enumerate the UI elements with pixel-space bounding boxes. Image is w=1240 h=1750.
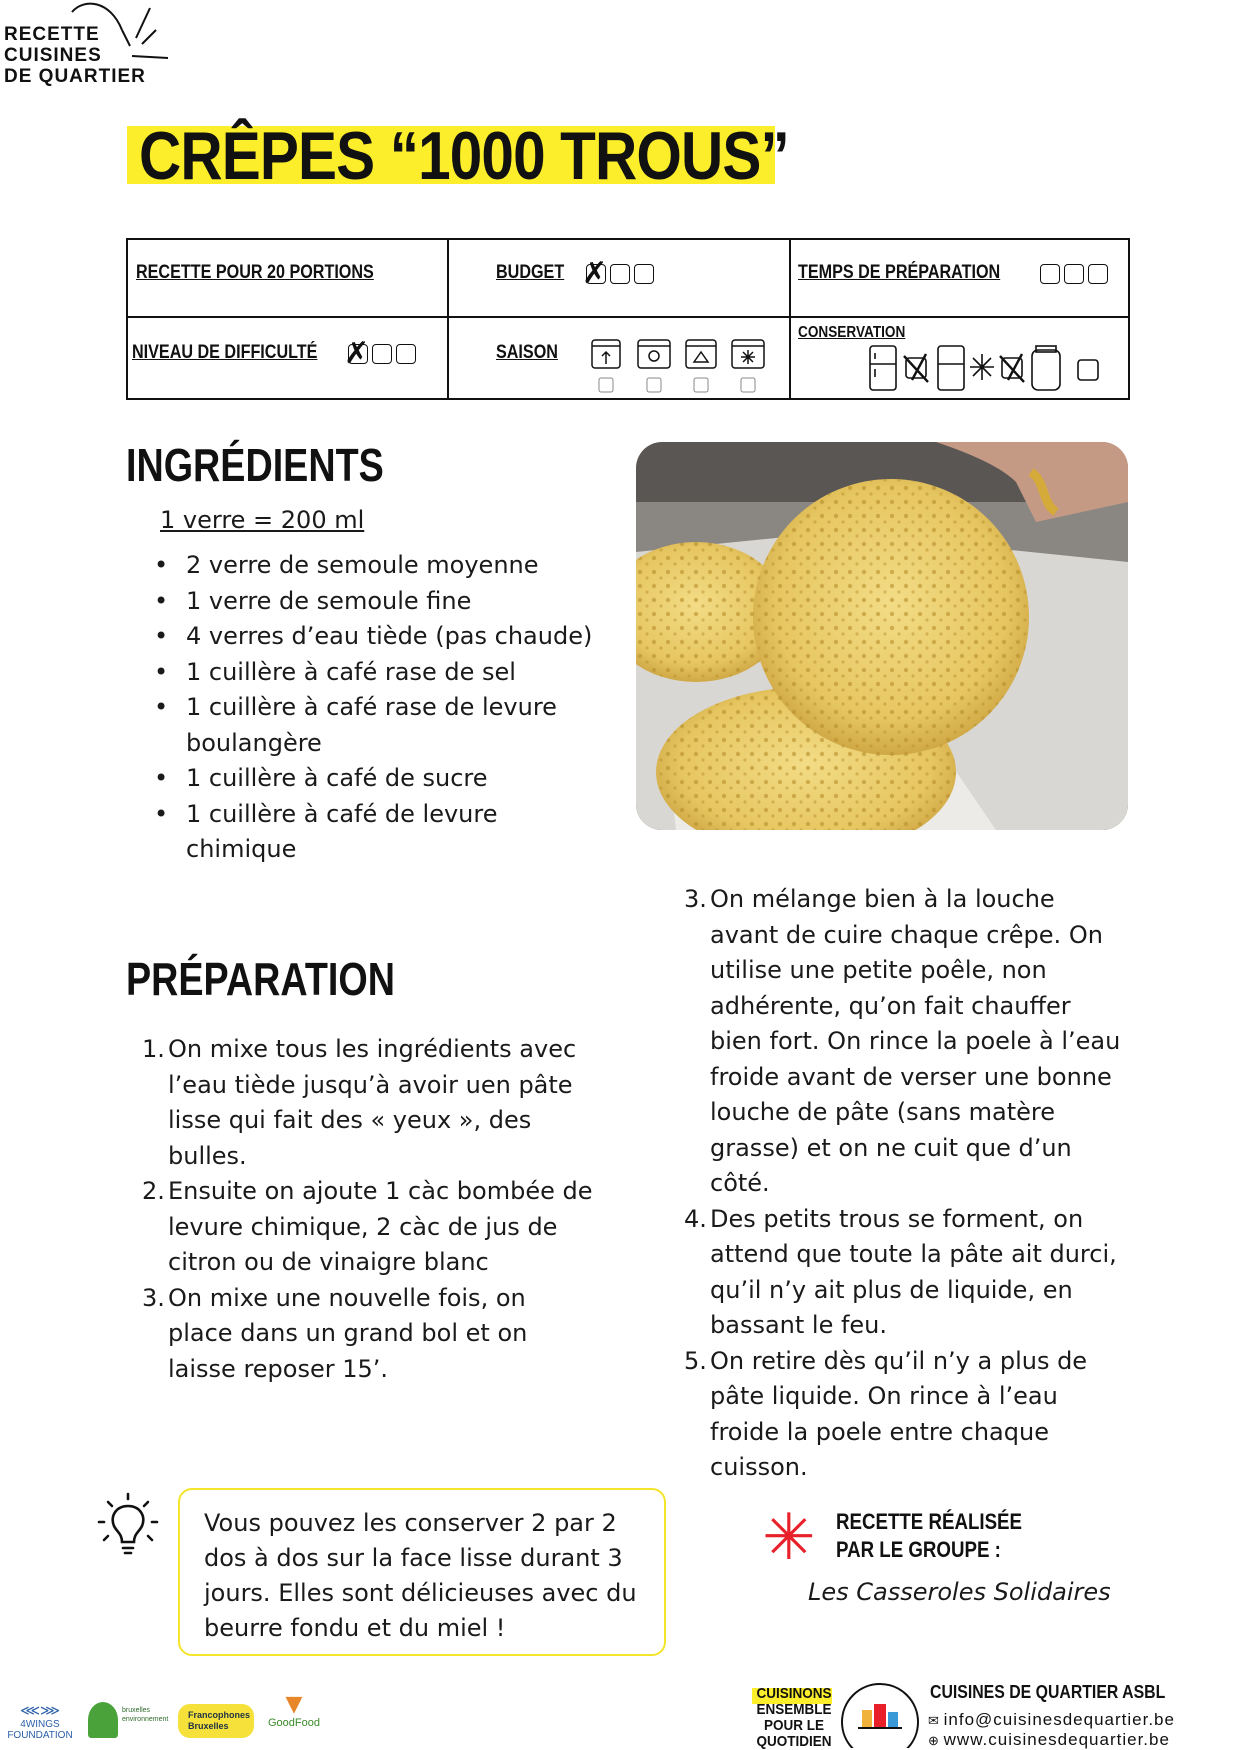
table-divider [447, 240, 449, 398]
footer-slogan [753, 1686, 836, 1750]
budget-box-2[interactable] [610, 264, 630, 284]
step-text: On mélange bien à la louche avant de cuire chaque crêpe. On utilise une petite poêle, non adhérente, qu’on fait chauffer bien fort. On rince la poele à l’eau froide avant de verser une bonne louche de pâte (sans matère grasse) et on ne cuit que d’un côté. [710, 885, 1121, 1197]
ingredient-item: • 1 cuillère à café rase de levure boulangère [126, 690, 596, 761]
credits-label [836, 1508, 1022, 1564]
sponsor-bruxelles-environnement [88, 1702, 172, 1742]
group-name: Les Casseroles Solidaires [808, 1578, 1111, 1606]
credits-label-line-2: PAR LE GROUPE : [836, 1537, 1001, 1562]
unit-note: 1 verre = 200 ml [160, 506, 365, 534]
preparation-step [668, 1344, 1124, 1486]
globe-icon: ⊕ [928, 1733, 939, 1748]
step-text: On mixe une nouvelle fois, on place dans un grand bol et on laisse reposer 15’. [168, 1283, 528, 1383]
sponsor-name: GoodFood [268, 1717, 320, 1729]
table-divider [128, 316, 1128, 318]
step-number: 5. [684, 1346, 707, 1375]
brand-logo-line-2: CUISINES [4, 45, 102, 66]
lightbulb-icon [96, 1492, 160, 1558]
step-number: 2. [142, 1177, 165, 1205]
preparation-heading: PRÉPARATION [126, 953, 395, 1005]
whisk-logo-icon [70, 0, 170, 70]
budget-label: BUDGET [496, 262, 565, 283]
slogan-line: CUISINONS [756, 1685, 832, 1702]
recipe-info-table [126, 238, 1130, 400]
sponsor-name: bruxelles environnement [122, 1707, 169, 1723]
prep-time-box-3[interactable] [1088, 264, 1108, 284]
ingredient-item: • 4 verres d’eau tiède (pas chaude) [126, 619, 596, 655]
tip-text: Vous pouvez les conserver 2 par 2 dos à dos sur la face lisse durant 3 jours. Elles sont délicieuses avec du beurre fondu et du miel ! [204, 1509, 637, 1642]
tip-box [178, 1488, 666, 1656]
difficulty-box-3[interactable] [396, 344, 416, 364]
ingredient-item: • 1 cuillère à café rase de sel [126, 655, 596, 691]
step-number: 3. [142, 1283, 165, 1312]
step-text: Des petits trous se forment, on attend que toute la pâte ait durci, qu’il n’y ait plus de liquide, en bassant le feu. [710, 1204, 1117, 1339]
step-number: 1. [142, 1035, 165, 1063]
conservation-icons [868, 344, 1128, 394]
slogan-line: POUR LE [763, 1717, 825, 1734]
website-link[interactable]: www.cuisinesdequartier.be [943, 1730, 1170, 1749]
difficulty-label: NIVEAU DE DIFFICULTÉ [132, 342, 318, 363]
email-link[interactable]: info@cuisinesdequartier.be [943, 1710, 1175, 1729]
step-text: On mixe tous les ingrédients avec l’eau tiède jusqu’à avoir uen pâte lisse qui fait des « yeux », des bulles. [168, 1035, 577, 1170]
brand-logo-line-1: RECETTE [4, 24, 100, 45]
difficulty-box-2[interactable] [372, 344, 392, 364]
website-row [928, 1730, 1170, 1750]
portions-label: RECETTE POUR 20 PORTIONS [136, 262, 374, 283]
preparation-step [668, 1202, 1124, 1344]
step-number: 4. [684, 1204, 707, 1233]
checked-mark-icon: ✗ [344, 336, 370, 371]
brand-logo-line-3: DE QUARTIER [4, 66, 146, 87]
budget-box-3[interactable] [634, 264, 654, 284]
ingredient-item: • 1 cuillère à café de levure chimique [126, 797, 596, 868]
asterisk-icon: ✳ [762, 1501, 816, 1575]
org-name: CUISINES DE QUARTIER ASBL [930, 1682, 1166, 1702]
credits-label-line-1: RECETTE RÉALISÉE [836, 1509, 1022, 1534]
ingredient-item: • 1 cuillère à café de sucre [126, 761, 596, 797]
sponsor-name: 4WINGS FOUNDATION [7, 1719, 73, 1741]
ingredients-heading: INGRÉDIENTS [126, 439, 384, 491]
tree-icon [88, 1702, 118, 1738]
email-row [928, 1710, 1175, 1730]
season-label: SAISON [496, 342, 558, 363]
crepe-photo [636, 442, 1128, 830]
preparation-step [668, 882, 1124, 1202]
preparation-steps-right [668, 882, 1124, 1486]
preparation-step [126, 1174, 596, 1281]
slogan-line: ENSEMBLE [756, 1701, 832, 1718]
preparation-step [126, 1032, 596, 1174]
slogan-line: QUOTIDIEN [756, 1733, 832, 1750]
title-block [127, 118, 883, 194]
table-divider [789, 240, 791, 398]
step-text: Ensuite on ajoute 1 càc bombée de levure chimique, 2 càc de jus de citron ou de vinaigre blanc [168, 1177, 593, 1276]
prep-time-label: TEMPS DE PRÉPARATION [798, 262, 1001, 283]
prep-time-box-1[interactable] [1040, 264, 1060, 284]
carrot-icon: ▼ [285, 1692, 303, 1717]
checked-mark-icon: ✗ [582, 256, 608, 291]
ingredient-item: • 1 verre de semoule fine [126, 584, 596, 620]
ingredient-item: • 2 verre de semoule moyenne [126, 548, 596, 584]
sponsor-francophones [178, 1704, 254, 1738]
season-calendars [590, 334, 780, 394]
sponsor-4wings [4, 1702, 76, 1741]
sponsor-goodfood [264, 1692, 324, 1729]
mail-icon: ✉ [928, 1713, 939, 1728]
sponsor-name: Francophones Bruxelles [188, 1710, 251, 1731]
cuisines-round-logo-icon [838, 1680, 922, 1748]
step-number: 3. [684, 885, 707, 913]
prep-time-box-2[interactable] [1064, 264, 1084, 284]
conservation-label: CONSERVATION [798, 324, 906, 341]
step-text: On retire dès qu’il n’y a plus de pâte liquide. On rince à l’eau froide la poele entre chaque cuisson. [710, 1346, 1088, 1481]
recipe-title: CRÊPES “1000 TROUS” [139, 118, 789, 194]
ingredients-list [126, 548, 596, 868]
preparation-step [126, 1281, 596, 1388]
wings-icon: ⋘⋙ [20, 1702, 60, 1718]
preparation-steps-left [126, 1032, 596, 1387]
